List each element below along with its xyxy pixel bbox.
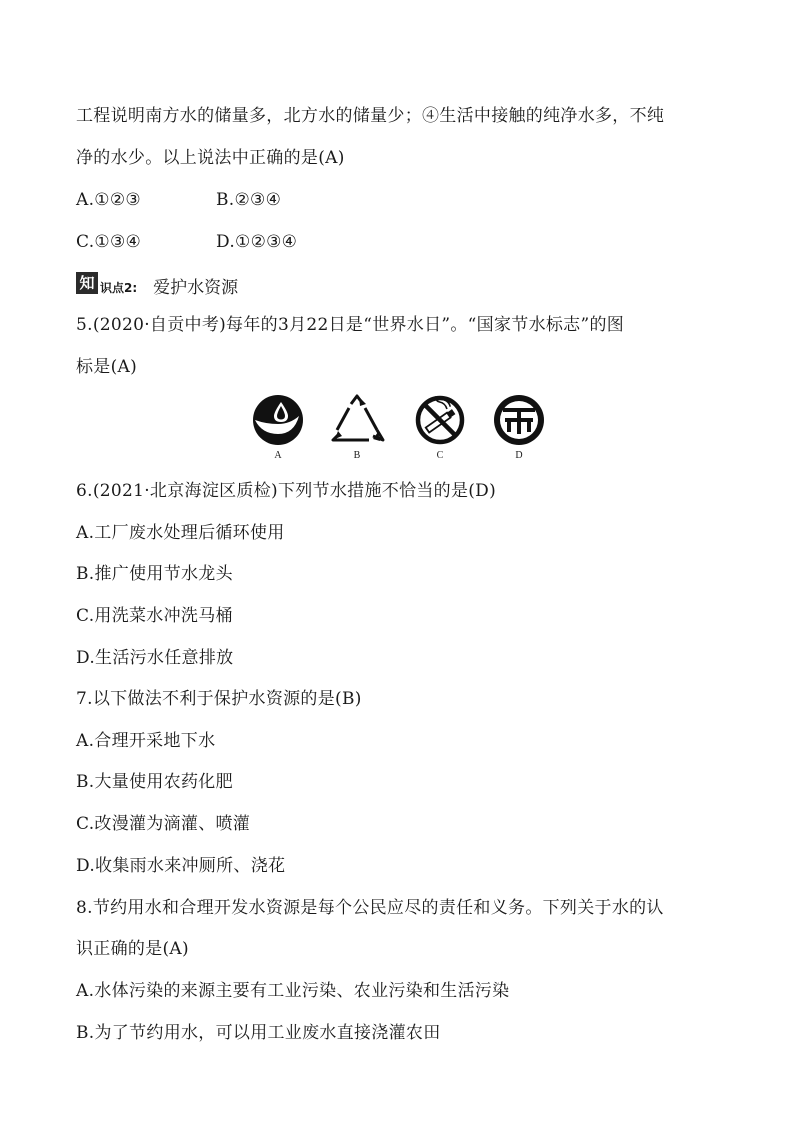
q7-option-c: C.改漫灌为滴灌、喷灌 (76, 814, 251, 834)
q7-option-b: B.大量使用农药化肥 (76, 772, 233, 792)
q5-icon-c (412, 394, 468, 464)
q6-option-a: A.工厂废水处理后循环使用 (76, 523, 285, 543)
knowledge-point-header (76, 270, 238, 296)
q4-option-c: C.①③④ (76, 232, 142, 252)
q8-option-b: B.为了节约用水，可以用工业废水直接浇灌农田 (76, 1023, 441, 1043)
water-drop-hand-icon (250, 394, 306, 446)
q5-stem-line-1: 5.(2020·自贡中考)每年的3月22日是“世界水日”。“国家节水标志”的图 (76, 315, 625, 335)
no-smoking-icon (412, 394, 468, 446)
q4-option-row-1 (76, 189, 282, 211)
q6-option-c: C.用洗菜水冲洗马桶 (76, 606, 233, 626)
q8-stem-line-1: 8.节约用水和合理开发水资源是每个公民应尽的责任和义务。下列关于水的认 (76, 898, 664, 918)
q4-text-line-1: 工程说明南方水的储量多，北方水的储量少；④生活中接触的纯净水多，不纯 (76, 106, 665, 126)
q4-text-line-2: 净的水少。以上说法中正确的是(A) (76, 148, 345, 168)
q5-stem-line-2: 标是(A) (76, 357, 138, 377)
q5-icon-d (491, 394, 547, 464)
q8-stem-line-2: 识正确的是(A) (76, 939, 189, 959)
q5-icon-label-a: A (274, 450, 282, 461)
q5-icon-row (250, 394, 550, 464)
recycle-icon (329, 394, 385, 446)
q5-icon-label-b: B (353, 450, 361, 461)
q5-icon-b (329, 394, 385, 464)
q4-option-a: A.①②③ (76, 190, 141, 210)
q5-icon-label-c: C (436, 450, 444, 461)
q4-option-row-2 (76, 231, 298, 253)
q7-option-a: A.合理开采地下水 (76, 731, 216, 751)
q7-option-d: D.收集雨水来冲厕所、浇花 (76, 856, 286, 876)
knowledge-point-title: 爱护水资源 (153, 277, 239, 298)
q5-icon-label-d: D (515, 450, 523, 461)
knowledge-point-number: 识点2: (100, 280, 138, 295)
q6-option-b: B.推广使用节水龙头 (76, 564, 233, 584)
q5-icon-a (250, 394, 306, 464)
q8-option-a: A.水体污染的来源主要有工业污染、农业污染和生活污染 (76, 981, 510, 1001)
q6-option-d: D.生活污水任意排放 (76, 648, 234, 668)
knowledge-point-badge: 知 (76, 272, 98, 294)
circular-emblem-icon (491, 394, 547, 446)
q4-option-b: B.②③④ (216, 190, 282, 210)
q6-stem: 6.(2021·北京海淀区质检)下列节水措施不恰当的是(D) (76, 481, 497, 501)
q4-option-d: D.①②③④ (216, 232, 298, 252)
q7-stem: 7.以下做法不利于保护水资源的是(B) (76, 689, 362, 709)
